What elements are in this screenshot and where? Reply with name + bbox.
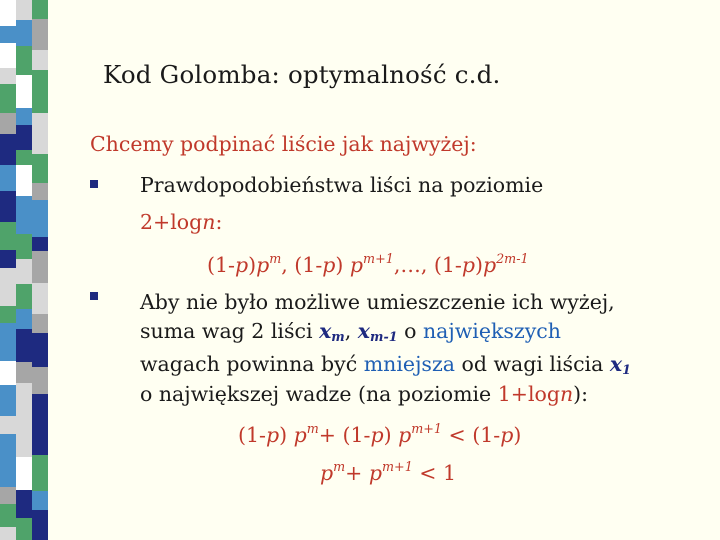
bullet-marker xyxy=(90,292,98,300)
decorative-block xyxy=(32,129,48,154)
decorative-block xyxy=(0,134,16,165)
decorative-block xyxy=(32,510,48,540)
formula-simplified: $p^m+ p^{m+1} < 1$ xyxy=(320,459,457,485)
bullet2-line1: Aby nie było możliwe umieszczenie ich wyżej, xyxy=(140,290,615,314)
decorative-block xyxy=(16,196,32,234)
decorative-block xyxy=(32,183,48,200)
decorative-block xyxy=(16,518,32,540)
decorative-block xyxy=(16,108,32,125)
decorative-block xyxy=(32,491,48,510)
decorative-block xyxy=(32,394,48,429)
decorative-block xyxy=(16,419,32,457)
decorative-block xyxy=(32,200,48,237)
bullet2-line4: o największej wadze (na poziomie 1+logn): xyxy=(140,382,589,406)
decorative-block xyxy=(32,476,48,491)
formula-inequality: (1-p) $p^m+ (1-p) p^{m+1} < (1-p)$ xyxy=(238,421,522,447)
decorative-block xyxy=(0,434,16,459)
decorative-block xyxy=(0,459,16,487)
decorative-block xyxy=(16,46,32,75)
decorative-block xyxy=(16,234,32,259)
decorative-block xyxy=(0,250,16,268)
decorative-block xyxy=(0,222,16,250)
decorative-block xyxy=(32,50,48,70)
decorative-block xyxy=(0,191,16,222)
bullet-marker xyxy=(90,180,98,188)
decorative-block xyxy=(32,455,48,476)
formula-leaf-probabilities: $(1-p)p^m$, (1-p) $p^{m+1},\dots$, $(1-p)p^{2m-1}$ xyxy=(207,251,529,277)
decorative-block xyxy=(32,333,48,351)
decorative-block xyxy=(32,429,48,455)
decorative-block xyxy=(16,329,32,362)
decorative-block xyxy=(16,150,32,165)
decorative-color-strip xyxy=(0,0,48,540)
decorative-block xyxy=(0,306,16,323)
decorative-block xyxy=(16,165,32,196)
decorative-block xyxy=(32,283,48,314)
decorative-block xyxy=(0,113,16,134)
decorative-block xyxy=(0,68,16,84)
decorative-block xyxy=(0,26,16,43)
decorative-block xyxy=(32,70,48,84)
decorative-block xyxy=(16,125,32,150)
decorative-block xyxy=(0,416,16,434)
decorative-block xyxy=(32,0,48,19)
decorative-block xyxy=(0,527,16,540)
decorative-block xyxy=(32,251,48,283)
decorative-block xyxy=(0,323,16,361)
decorative-block xyxy=(0,84,16,113)
decorative-block xyxy=(32,237,48,251)
decorative-block xyxy=(32,113,48,129)
bullet2-line3: wagach powinna być mniejsza od wagi liścia $x_1$ xyxy=(140,352,631,378)
decorative-block xyxy=(16,383,32,419)
decorative-block xyxy=(32,84,48,113)
decorative-block xyxy=(16,284,32,309)
decorative-block xyxy=(0,0,16,26)
decorative-block xyxy=(32,314,48,333)
decorative-block xyxy=(16,75,32,108)
decorative-block xyxy=(0,385,16,416)
decorative-block xyxy=(16,309,32,329)
bullet1-line2: 2+logn: xyxy=(140,210,223,234)
decorative-block xyxy=(0,43,16,68)
decorative-block xyxy=(32,19,48,50)
decorative-block xyxy=(0,487,16,504)
lead-text: Chcemy podpinać liście jak najwyżej: xyxy=(90,132,477,156)
decorative-block xyxy=(0,268,16,306)
decorative-block xyxy=(32,367,48,394)
decorative-block xyxy=(32,351,48,367)
decorative-block xyxy=(0,165,16,191)
bullet2-line2: suma wag 2 liści $x_m$, $x_{m-1}$ o największych xyxy=(140,319,561,345)
slide-title: Kod Golomba: optymalność c.d. xyxy=(103,60,501,89)
decorative-block xyxy=(16,362,32,383)
decorative-block xyxy=(0,361,16,385)
decorative-block xyxy=(16,259,32,284)
decorative-block xyxy=(0,504,16,527)
decorative-block xyxy=(16,0,32,20)
decorative-block xyxy=(32,154,48,183)
decorative-block xyxy=(16,20,32,46)
decorative-block xyxy=(16,490,32,518)
bullet1-line1: Prawdopodobieństwa liści na poziomie xyxy=(140,173,544,197)
decorative-block xyxy=(16,457,32,490)
